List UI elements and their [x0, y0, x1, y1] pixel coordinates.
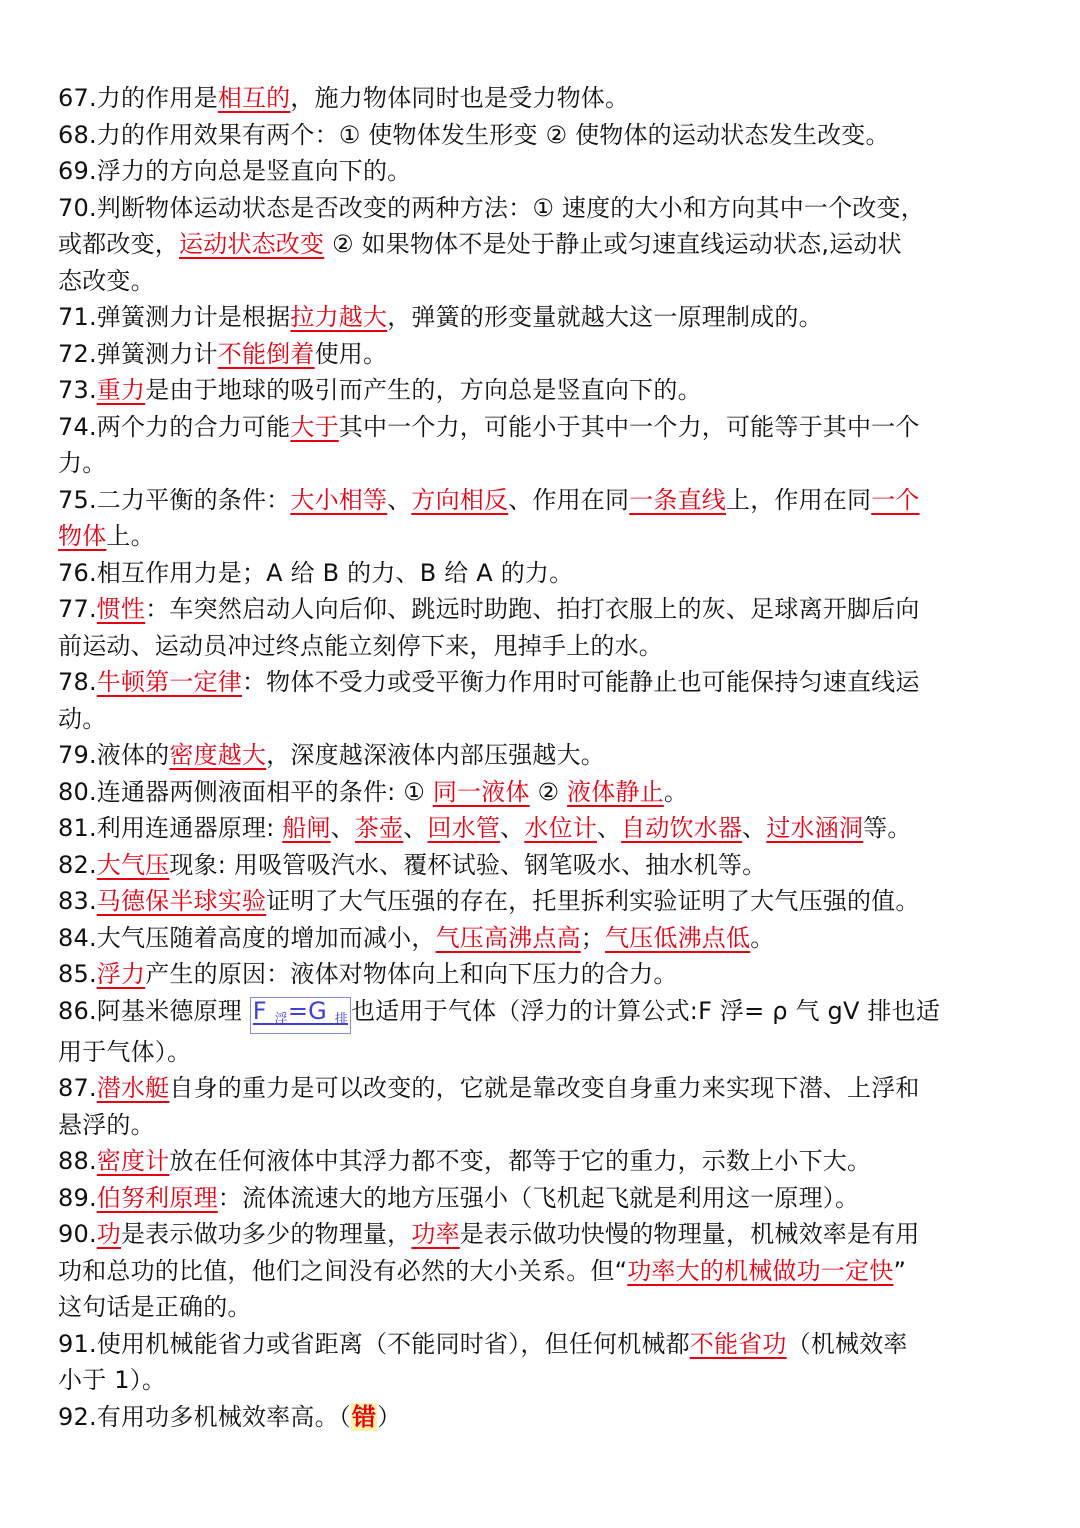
text-segment: 是表示做功多少的物理量，: [120, 1220, 412, 1248]
text-segment: 85.: [58, 960, 97, 988]
highlighted-term: 功率: [411, 1220, 460, 1248]
highlighted-term: 方向相反: [411, 485, 509, 514]
highlighted-term: 液体静止: [567, 777, 664, 806]
text-segment: 、: [387, 485, 412, 514]
text-segment: 等。: [863, 814, 912, 842]
text-segment: 。: [663, 777, 689, 806]
text-segment: 用于气体）。: [58, 1037, 192, 1066]
text-segment: 放在任何液体中其浮力都不变，都等于它的重力，示数上小下大。: [169, 1147, 872, 1175]
highlighted-term: 一条直线: [629, 485, 727, 514]
text-line: [58, 263, 1028, 300]
highlighted-term: 大于: [290, 412, 339, 441]
highlighted-term: 功: [96, 1220, 121, 1248]
text-line: [58, 299, 1028, 336]
highlighted-term: 同一液体: [432, 777, 530, 806]
text-segment: 是表示做功快慢的物理量，机械效率是有用: [459, 1220, 920, 1248]
text-line: [58, 80, 1028, 117]
text-segment: 、: [742, 814, 767, 842]
text-segment: 、: [596, 814, 622, 842]
text-line: [58, 1362, 1028, 1399]
text-segment: 现象: 用吸管吸汽水、覆杯试验、钢笔吸水、抽水机等。: [169, 850, 767, 879]
text-segment: ，深度越深液体内部压强越大。: [266, 741, 605, 769]
text-segment: 84.大气压随着高度的增加而减小，: [58, 923, 436, 952]
text-line: [58, 226, 1028, 263]
highlighted-term: 相互的: [217, 84, 291, 112]
text-segment: 89.: [58, 1183, 97, 1212]
highlighted-term: 水位计: [524, 814, 597, 842]
text-segment: 82.: [58, 850, 97, 879]
highlighted-term: 密度计: [96, 1147, 170, 1175]
text-line: [58, 1289, 1028, 1326]
text-segment: ：车突然启动人向后仰、跳远时助跑、拍打衣服上的灰、足球离开脚后向: [145, 595, 920, 623]
text-line: [58, 1107, 1028, 1144]
formula-buoyancy: [250, 997, 351, 1034]
text-segment: 83.: [58, 887, 97, 915]
highlighted-term: 功率大的机械做功一定快: [627, 1256, 894, 1285]
text-segment: 自身的重力是可以改变的，它就是靠改变自身重力来实现下潜、上浮和: [169, 1074, 920, 1102]
highlighted-term: 浮力: [96, 960, 146, 988]
highlighted-term: 过水涵洞: [766, 814, 864, 842]
highlighted-term: 拉力越大: [290, 303, 388, 331]
text-segment: 、作用在同: [508, 485, 630, 514]
text-line: [58, 1326, 1028, 1363]
highlighted-term: 牛顿第一定律: [96, 668, 242, 696]
text-segment: 小于 1）。: [58, 1366, 167, 1394]
text-segment: 78.: [58, 668, 97, 696]
text-segment: 或都改变，: [58, 230, 179, 258]
text-line: [58, 117, 1028, 154]
text-segment: （机械效率: [786, 1329, 908, 1358]
text-line: [58, 737, 1028, 774]
highlighted-term: 大气压: [96, 850, 170, 879]
text-line: [58, 1253, 1028, 1290]
text-segment: 75.二力平衡的条件：: [58, 485, 291, 514]
text-line: [58, 555, 1028, 592]
highlighted-term: 不能倒着: [217, 339, 315, 368]
text-segment: 。: [750, 923, 775, 952]
text-segment: 76.相互作用力是；A 给 B 的力、B 给 A 的力。: [58, 558, 574, 587]
text-segment: 前运动、运动员冲过终点能立刻停下来，甩掉手上的水。: [58, 631, 663, 660]
text-segment: 67.力的作用是: [58, 84, 218, 112]
text-segment: 86.阿基米德原理: [58, 996, 250, 1025]
text-segment: 91.使用机械能省力或省距离（不能同时省），但任何机械都: [58, 1329, 690, 1358]
text-segment: 动。: [58, 704, 107, 733]
text-segment: 、: [403, 814, 428, 842]
text-segment: 72.弹簧测力计: [58, 339, 218, 368]
text-segment: 69.浮力的方向总是竖直向下的。: [58, 157, 412, 185]
text-line: [58, 1070, 1028, 1107]
highlighted-term: 伯努利原理: [96, 1183, 218, 1212]
highlighted-term: 船闸: [282, 814, 331, 842]
text-line: [58, 518, 1028, 555]
highlighted-term: 茶壶: [354, 814, 404, 842]
text-segment: 力。: [58, 449, 107, 477]
highlighted-term: 不能省功: [689, 1329, 787, 1358]
highlighted-term: 物体: [58, 522, 107, 550]
text-line: [58, 664, 1028, 701]
text-line: [58, 628, 1028, 665]
text-segment: ② 如果物体不是处于静止或匀速直线运动状态,运动状: [324, 230, 902, 258]
text-line: [58, 701, 1028, 738]
text-segment: 使用。: [314, 339, 388, 368]
text-line: [58, 190, 1028, 227]
text-segment: 证明了大气压强的存在，托里拆利实验证明了大气压强的值。: [266, 887, 920, 915]
text-segment: 87.: [58, 1074, 97, 1102]
text-segment: ；: [580, 923, 605, 952]
formula-text: F: [252, 996, 275, 1025]
highlighted-term: 气压低沸点低: [604, 923, 751, 952]
highlighted-term: 马德保半球实验: [96, 887, 267, 915]
text-segment: ）: [377, 1402, 402, 1431]
text-segment: ”: [893, 1256, 907, 1285]
text-segment: 、: [500, 814, 525, 842]
highlighted-term: 一个: [871, 485, 920, 514]
text-line: [58, 1216, 1028, 1253]
text-segment: ：流体流速大的地方压强小（飞机起飞就是利用这一原理）。: [217, 1183, 860, 1212]
text-line: [58, 883, 1028, 920]
text-line: [58, 336, 1028, 373]
text-segment: ，施力物体同时也是受力物体。: [290, 84, 630, 112]
text-segment: 80.连通器两侧液面相平的条件: ①: [58, 777, 433, 806]
text-segment: 88.: [58, 1147, 97, 1175]
text-line: [58, 956, 1028, 993]
text-line: [58, 993, 1028, 1034]
text-segment: 功和总功的比值，他们之间没有必然的大小关系。但“: [58, 1256, 628, 1285]
text-line: [58, 409, 1028, 446]
text-segment: 上，作用在同: [726, 485, 872, 514]
highlighted-term: 密度越大: [169, 741, 267, 769]
text-segment: 79.液体的: [58, 741, 170, 769]
text-segment: 74.两个力的合力可能: [58, 412, 291, 441]
text-segment: 上。: [106, 522, 155, 550]
text-segment: 是由于地球的吸引而产生的，方向总是竖直向下的。: [145, 376, 702, 404]
text-segment: 这句话是正确的。: [58, 1293, 252, 1321]
formula-subscript: 排: [334, 1011, 348, 1027]
highlighted-term: 气压高沸点高: [435, 923, 581, 952]
highlighted-term: 惯性: [96, 595, 146, 623]
text-segment: 73.: [58, 376, 97, 404]
formula-subscript: 浮: [274, 1011, 288, 1027]
text-line: [58, 847, 1028, 884]
highlighted-term: 回水管: [427, 814, 501, 842]
text-line: [58, 1180, 1028, 1217]
text-segment: 77.: [58, 595, 97, 623]
text-segment: 70.判断物体运动状态是否改变的两种方法：① 速度的大小和方向其中一个改变，: [58, 193, 925, 222]
text-segment: 、: [330, 814, 355, 842]
text-segment: 产生的原因：液体对物体向上和向下压力的合力。: [145, 960, 678, 988]
text-line: [58, 591, 1028, 628]
text-segment: 71.弹簧测力计是根据: [58, 303, 291, 331]
formula-text: =G: [287, 996, 335, 1025]
highlighted-term: 大小相等: [290, 485, 388, 514]
answer-mark: 错: [351, 1402, 377, 1431]
text-segment: 92.有用功多机械效率高。（: [58, 1402, 351, 1431]
highlighted-term: 自动饮水器: [621, 814, 743, 842]
highlighted-term: 重力: [96, 376, 146, 404]
text-segment: 68.力的作用效果有两个：① 使物体发生形变 ② 使物体的运动状态发生改变。: [58, 120, 890, 149]
text-line: [58, 445, 1028, 482]
text-segment: 态改变。: [58, 266, 155, 295]
text-line: [58, 1034, 1028, 1071]
highlighted-term: 潜水艇: [96, 1074, 170, 1102]
text-segment: 90.: [58, 1220, 97, 1248]
text-line: [58, 372, 1028, 409]
text-line: [58, 153, 1028, 190]
text-line: [58, 482, 1028, 519]
text-line: [58, 1143, 1028, 1180]
document-body: [58, 80, 1028, 1435]
text-line: [58, 810, 1028, 847]
text-line: [58, 1399, 1028, 1436]
text-segment: ②: [529, 777, 568, 806]
text-segment: 悬浮的。: [58, 1110, 155, 1139]
text-segment: 81.利用连通器原理:: [58, 814, 283, 842]
text-line: [58, 774, 1028, 811]
text-segment: ，弹簧的形变量就越大这一原理制成的。: [387, 303, 823, 331]
highlighted-term: 运动状态改变: [179, 230, 325, 258]
text-segment: 也适用于气体（浮力的计算公式:F 浮= ρ 气 gV 排也适: [350, 996, 941, 1025]
text-line: [58, 920, 1028, 957]
text-segment: ：物体不受力或受平衡力作用时可能静止也可能保持匀速直线运: [241, 668, 920, 696]
text-segment: 其中一个力，可能小于其中一个力，可能等于其中一个: [338, 412, 920, 441]
